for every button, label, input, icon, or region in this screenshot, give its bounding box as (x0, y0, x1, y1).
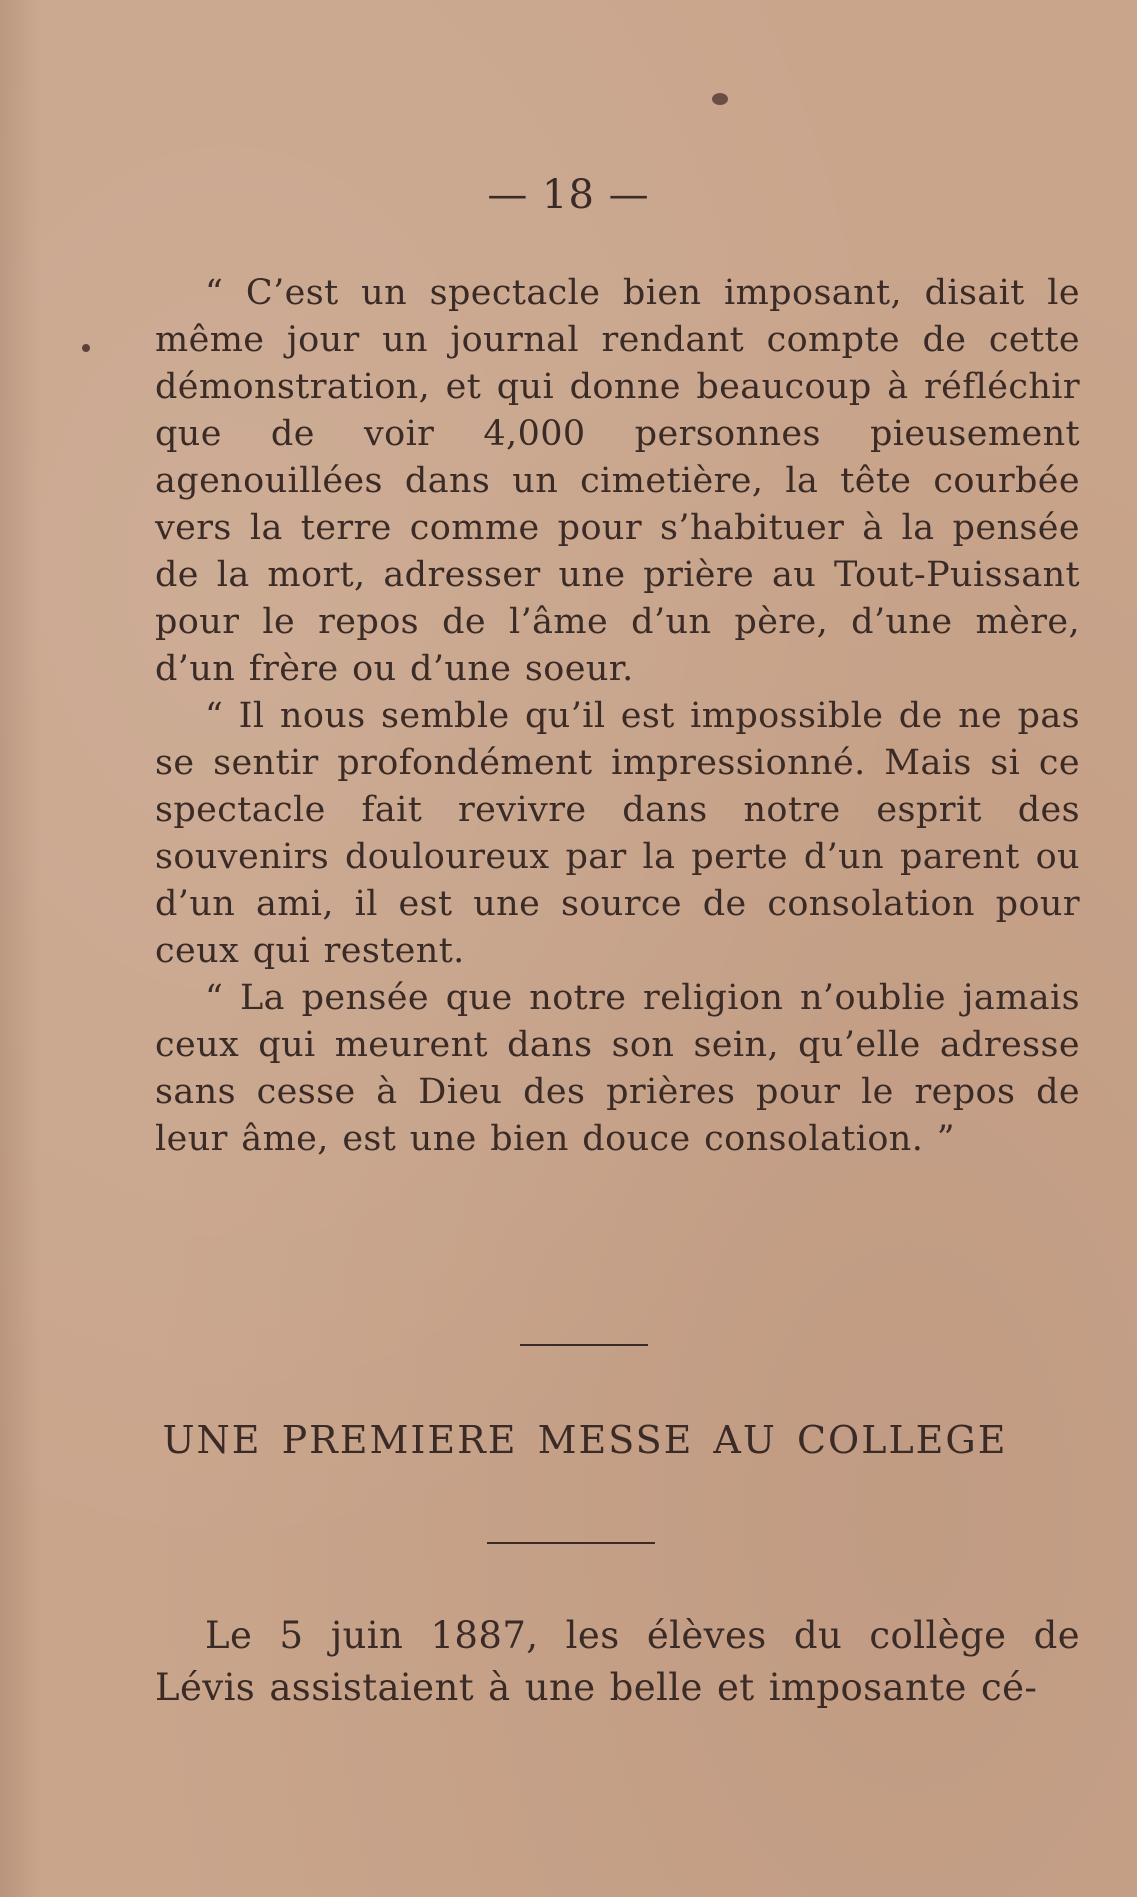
paragraph-2: “ Il nous semble qu’il est impossible de ne pas se sentir profondément impressionné. Mais si ce spectacle fait revivre dans notre esprit des souvenirs douloureux par la perte d’un parent ou d’un ami, il est une source de consolation pour ceux qui restent. (155, 696, 1080, 971)
margin-mark (82, 344, 90, 352)
section-heading: UNE PREMIERE MESSE AU COLLEGE (162, 1418, 1008, 1462)
ink-blot (712, 93, 728, 105)
paragraph-1: “ C’est un spectacle bien imposant, disait le même jour un journal rendant compte de cette démonstration, et qui donne beaucoup à réfléchir que de voir 4,000 personnes pieusement agenouillées dans un cimetière, la tête courbée vers la terre comme pour s’habituer à la pensée de la mort, adresser une prière au Tout-Puissant pour le repos de l’âme d’un père, d’une mère, d’un frère ou d’une soeur. (155, 273, 1080, 689)
section-paragraph: Le 5 juin 1887, les élèves du collège de Lévis assistaient à une belle et imposante cé- (155, 1614, 1080, 1709)
body-text (155, 270, 1080, 1163)
page-number: — 18 — (487, 172, 650, 218)
divider-rule-top (520, 1344, 648, 1346)
divider-rule-bottom (487, 1542, 655, 1544)
paragraph-3: “ La pensée que notre religion n’oublie jamais ceux qui meurent dans son sein, qu’elle adresse sans cesse à Dieu des prières pour le repos de leur âme, est une bien douce consolation. ” (155, 978, 1080, 1159)
section-text (155, 1610, 1080, 1714)
